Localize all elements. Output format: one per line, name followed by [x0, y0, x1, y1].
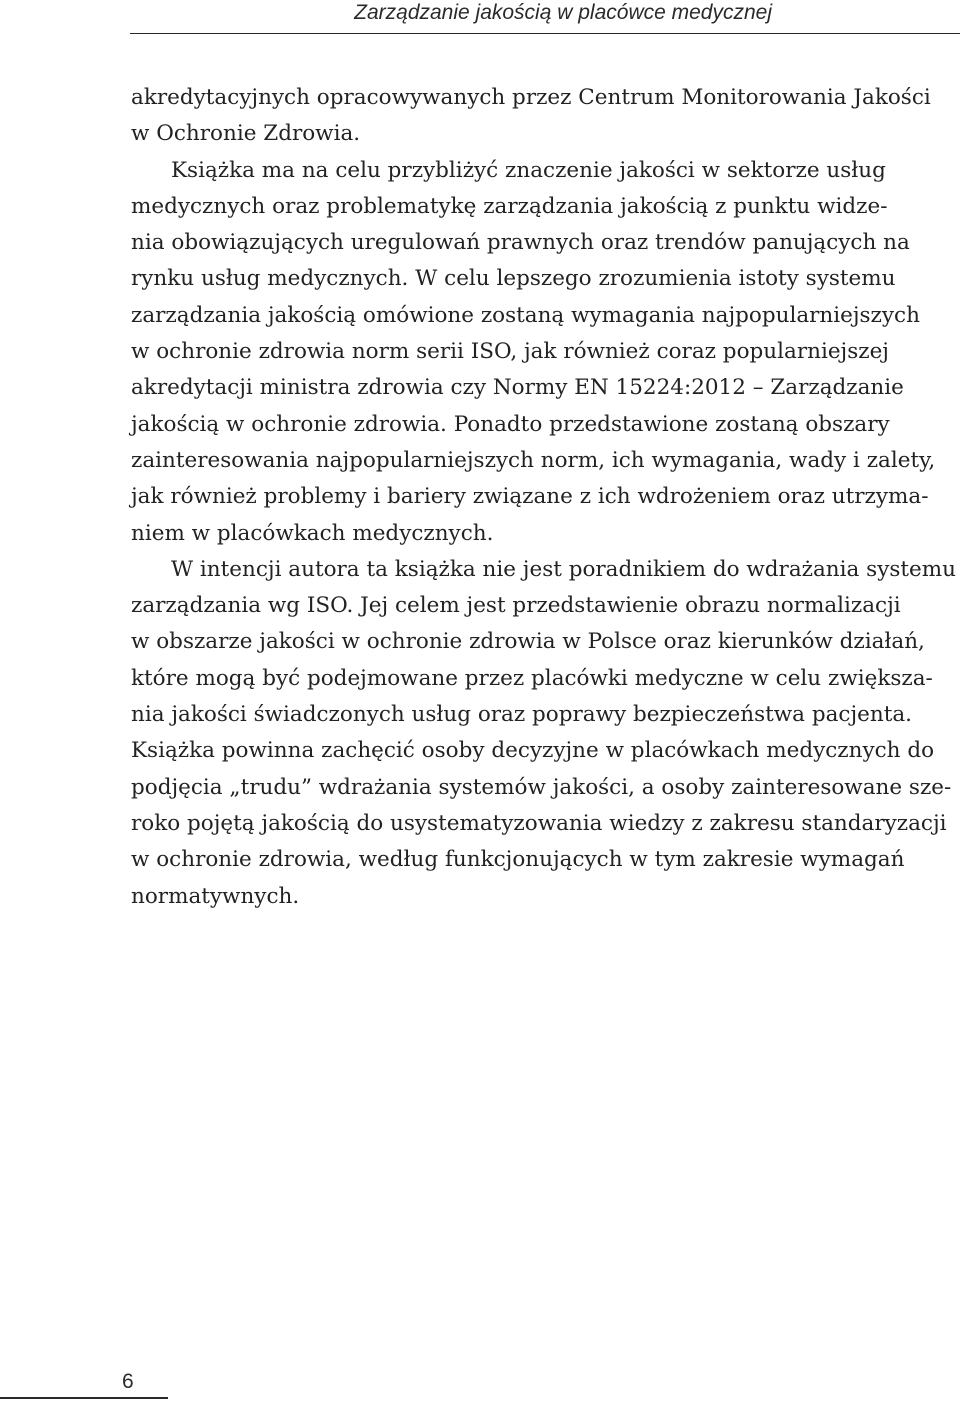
- paragraph-continued: akredytacyjnych opracowywanych przez Centrum Monitorowania Jakości w Ochronie Zdrowia.: [131, 85, 931, 147]
- running-header-title: Zarządzanie jakością w placówce medycznej: [354, 1, 772, 24]
- running-header: [130, 0, 960, 34]
- paragraph-author-intent: W intencji autora ta książka nie jest poradnikiem do wdrażania systemu zarządzania wg ISO. Jej celem jest przedstawienie obrazu normalizacji w obszarze jakości w ochronie zdrowia w Polsce oraz kierunków działań, które mogą być podejmowane przez placówki medyczne w celu zwiększa- nia jakości świadczonych usług oraz poprawy bezpieczeństwa pacjenta. Książka powinna zachęcić osoby decyzyjne w placówkach medycznych do podjęcia „trudu” wdrażania systemów jakości, a osoby zainteresowane sze- roko pojętą jakością do usystematyzowania wiedzy z zakresu standaryzacji w ochronie zdrowia, według funkcjonujących w tym zakresie wymagań normatywnych.: [131, 556, 956, 909]
- body-text: [131, 80, 960, 915]
- paragraph-book-aim: Książka ma na celu przybliżyć znaczenie jakości w sektorze usług medycznych oraz problematykę zarządzania jakością z punktu widze- nia obowiązujących uregulowań prawnych oraz trendów panujących na rynku usług medycznych. W celu lepszego zrozumienia istoty systemu zarządzania jakością omówione zostaną wymagania najpopularniejszych w ochronie zdrowia norm serii ISO, jak również coraz popularniejszej akredytacji ministra zdrowia czy Normy EN 15224:2012 – Zarządzanie jakością w ochronie zdrowia. Ponadto przedstawione zostaną obszary zainteresowania najpopularniejszych norm, ich wymagania, wady i zalety, jak również problemy i bariery związane z ich wdrożeniem oraz utrzyma- niem w placówkach medycznych.: [131, 157, 936, 546]
- page-number-rule: [0, 1397, 168, 1399]
- page-number: 6: [122, 1370, 134, 1393]
